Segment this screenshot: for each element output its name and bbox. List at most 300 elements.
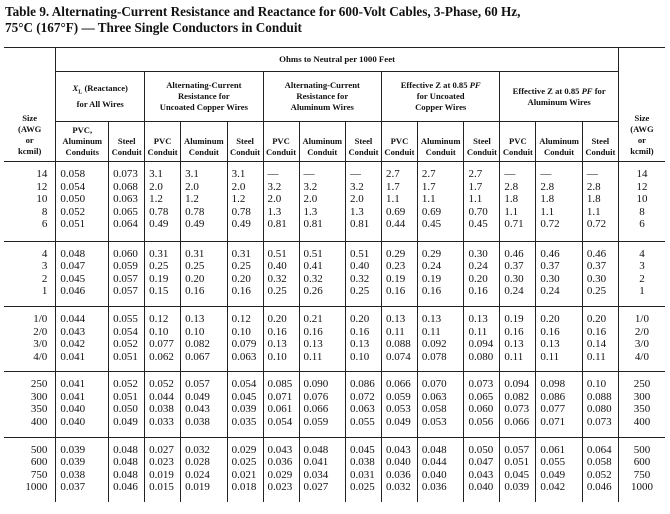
- table-cell-value: 3/0: [33, 338, 48, 351]
- value-column-cell: [299, 241, 346, 306]
- table-cell-value: —: [540, 168, 552, 180]
- table-cell-value: 0.063: [231, 350, 257, 363]
- value-column-cell: [56, 437, 109, 502]
- table-title-line-2: 75°C (167°F) — Three Single Conductors in Conduit: [5, 20, 302, 35]
- value-column-cell: [381, 307, 417, 372]
- table-cell-value: 0.043: [468, 468, 494, 481]
- value-column-cell: [500, 307, 536, 372]
- table-cell-value: 0.033: [149, 415, 174, 428]
- value-column-cell: [227, 437, 263, 502]
- value-column-cell: [417, 162, 464, 242]
- table-cell-value: 0.015: [149, 481, 174, 494]
- table-cell-value: 0.055: [113, 313, 138, 326]
- table-cell-value: 0.053: [385, 403, 411, 416]
- table-cell-value: 0.11: [586, 350, 606, 363]
- table-cell-value: 0.018: [231, 481, 257, 494]
- table-cell-value: 0.098: [540, 378, 566, 391]
- table-cell-value: 350: [30, 403, 48, 416]
- value-column-cell: [299, 437, 346, 502]
- table-cell-value: 0.048: [60, 247, 86, 260]
- table-cell-value: 0.10: [586, 378, 607, 391]
- table-cell-value: 0.019: [149, 468, 174, 481]
- table-cell-value: 0.031: [350, 468, 375, 481]
- table-cell-value: 0.071: [267, 390, 293, 403]
- z-copper-group-header: Effective Z at 0.85 PF for Uncoated Copper Wires: [381, 72, 499, 122]
- table-cell-value: 0.038: [149, 403, 174, 416]
- table-cell-value: 0.15: [149, 285, 169, 298]
- size-cell-left: [4, 162, 56, 242]
- ac-aluminum-group-header: Alternating-Current Resistance for Aluminum Wires: [263, 72, 381, 122]
- value-column-cell: [145, 372, 181, 437]
- value-column-cell: [582, 307, 618, 372]
- table-cell-value: 0.042: [540, 481, 566, 494]
- table-cell-value: 0.076: [303, 390, 329, 403]
- table-cell-value: 2.0: [149, 180, 163, 193]
- table-cell-value: 8: [41, 205, 48, 218]
- table-cell-value: 0.032: [385, 481, 411, 494]
- size-cell-left: [4, 307, 56, 372]
- table-cell-value: 2.0: [231, 180, 246, 193]
- table-cell-value: 0.092: [421, 338, 447, 351]
- table-cell-value: 1/0: [33, 313, 48, 326]
- table-cell-value: 10: [36, 193, 48, 205]
- table-cell-value: 0.31: [231, 247, 251, 260]
- table-cell-value: 0.050: [60, 193, 86, 205]
- table-body: [4, 162, 665, 503]
- table-cell-value: 0.30: [540, 272, 560, 285]
- table-cell-value: 0.32: [267, 272, 287, 285]
- table-cell-value: 0.055: [540, 456, 566, 469]
- table-cell-value: 0.13: [350, 338, 370, 351]
- value-column-cell: [536, 437, 583, 502]
- resistance-reactance-table: [4, 47, 665, 502]
- value-column-cell: [346, 241, 382, 306]
- table-cell-value: 3: [41, 260, 48, 273]
- table-cell-value: 0.067: [185, 350, 210, 363]
- table-cell-value: 0.052: [113, 338, 138, 351]
- table-cell-value: 0.053: [421, 415, 447, 428]
- table-cell-value: 1.1: [468, 193, 483, 205]
- value-column-cell: [536, 241, 583, 306]
- table-cell-value: 0.021: [231, 468, 257, 481]
- table-cell-value: 1.1: [586, 205, 601, 218]
- table-cell-value: 1.7: [468, 180, 483, 193]
- col-header-pvc: PVC Conduit: [500, 122, 536, 162]
- table-cell-value: 0.20: [231, 272, 251, 285]
- table-cell-value: 0.047: [468, 456, 494, 469]
- value-column-cell: [227, 372, 263, 437]
- table-cell-value: 0.16: [350, 325, 370, 338]
- table-cell-value: 500: [30, 443, 48, 456]
- col-header-steel: Steel Conduit: [227, 122, 263, 162]
- value-column-cell: [536, 372, 583, 437]
- table-cell-value: 0.37: [540, 260, 560, 273]
- table-cell-value: 0.052: [113, 378, 138, 391]
- value-column-cell: [417, 437, 464, 502]
- table-cell-value: 6: [41, 218, 48, 230]
- ac-copper-group-header: Alternating-Current Resistance for Uncoated Copper Wires: [145, 72, 263, 122]
- table-cell-value: 0.20: [185, 272, 205, 285]
- table-cell-value: 0.81: [267, 218, 287, 230]
- size-cell-right: [618, 241, 665, 306]
- table-cell-value: 300: [633, 390, 651, 403]
- table-cell-value: 1.8: [586, 193, 601, 205]
- table-cell-value: 0.050: [113, 403, 138, 416]
- table-cell-value: 0.31: [185, 247, 205, 260]
- value-column-cell: [464, 372, 500, 437]
- table-cell-value: 0.025: [350, 481, 375, 494]
- table-cell-value: 0.040: [421, 468, 447, 481]
- table-cell-value: 0.065: [468, 390, 494, 403]
- table-cell-value: 0.20: [468, 272, 488, 285]
- table-cell-value: 0.041: [60, 350, 86, 363]
- value-column-cell: [56, 162, 109, 242]
- table-cell-value: 0.052: [60, 205, 86, 218]
- value-column-cell: [145, 437, 181, 502]
- table-cell-value: 2: [639, 272, 645, 285]
- table-cell-value: 4: [639, 247, 645, 260]
- value-column-cell: [181, 437, 228, 502]
- table-cell-value: 0.077: [149, 338, 174, 351]
- value-column-cell: [145, 241, 181, 306]
- table-cell-value: 0.16: [421, 285, 442, 298]
- value-column-cell: [582, 437, 618, 502]
- table-cell-value: 0.78: [185, 205, 205, 218]
- table-cell-value: 400: [30, 415, 48, 428]
- col-header-pvc: PVC Conduit: [381, 122, 417, 162]
- table-cell-value: 0.49: [149, 218, 169, 230]
- table-cell-value: 2.7: [421, 168, 436, 180]
- table-cell-value: 1/0: [634, 313, 649, 326]
- table-cell-value: 0.023: [267, 481, 293, 494]
- table-cell-value: 0.082: [504, 390, 530, 403]
- table-cell-value: 1.1: [540, 205, 555, 218]
- table-cell-value: 0.060: [113, 247, 138, 260]
- table-cell-value: 0.039: [504, 481, 530, 494]
- table-cell-value: 0.057: [113, 285, 138, 298]
- table-cell-value: 0.12: [149, 313, 169, 326]
- z-aluminum-group-header: Effective Z at 0.85 PF for Aluminum Wires: [500, 72, 619, 122]
- table-cell-value: 0.16: [385, 285, 406, 298]
- table-cell-value: 1.3: [350, 205, 364, 218]
- value-column-cell: [346, 307, 382, 372]
- size-cell-right: [618, 162, 665, 242]
- value-column-cell: [227, 307, 263, 372]
- table-cell-value: 0.10: [231, 325, 251, 338]
- table-cell-value: 0.19: [149, 272, 169, 285]
- table-cell-value: 0.074: [385, 350, 411, 363]
- table-cell-value: 0.44: [385, 218, 406, 230]
- table-cell-value: 0.054: [231, 378, 257, 391]
- size-cell-left: [4, 372, 56, 437]
- table-cell-value: 3.2: [303, 180, 318, 193]
- table-cell-value: 0.32: [350, 272, 370, 285]
- table-cell-value: 0.051: [504, 456, 530, 469]
- value-column-cell: [109, 437, 145, 502]
- table-cell-value: 0.45: [468, 218, 488, 230]
- value-column-cell: [346, 162, 382, 242]
- table-cell-value: 0.46: [504, 247, 524, 260]
- table-cell-value: 0.20: [586, 313, 607, 326]
- table-cell-value: 0.51: [267, 247, 287, 260]
- table-cell-value: 0.058: [421, 403, 447, 416]
- table-cell-value: 0.059: [385, 390, 411, 403]
- table-cell-value: 0.16: [231, 285, 251, 298]
- table-cell-value: 0.21: [303, 313, 323, 326]
- table-cell-value: 0.10: [185, 325, 205, 338]
- table-cell-value: 2/0: [634, 325, 649, 338]
- table-cell-value: 10: [636, 193, 648, 205]
- table-cell-value: 0.10: [350, 350, 370, 363]
- table-cell-value: 0.079: [231, 338, 257, 351]
- table-cell-value: 0.039: [60, 443, 86, 456]
- value-column-cell: [263, 372, 299, 437]
- value-column-cell: [109, 307, 145, 372]
- table-cell-value: 1.3: [267, 205, 282, 218]
- table-cell-value: 0.052: [586, 468, 612, 481]
- table-cell-value: 0.094: [504, 378, 530, 391]
- table-cell-value: 1.8: [504, 193, 519, 205]
- table-cell-value: 0.034: [303, 468, 329, 481]
- table-cell-value: 0.043: [385, 443, 411, 456]
- table-cell-value: 1.2: [185, 193, 199, 205]
- value-column-cell: [109, 372, 145, 437]
- table-cell-value: 0.16: [540, 325, 560, 338]
- table-cell-value: 14: [36, 168, 48, 180]
- table-cell-value: 0.082: [185, 338, 210, 351]
- table-cell-value: 0.049: [540, 468, 566, 481]
- value-column-cell: [500, 162, 536, 242]
- table-cell-value: 0.050: [468, 443, 494, 456]
- table-cell-value: 1.2: [231, 193, 246, 205]
- value-column-cell: [227, 241, 263, 306]
- table-cell-value: 0.16: [468, 285, 488, 298]
- table-cell-value: 0.080: [468, 350, 494, 363]
- table-cell-value: 0.13: [385, 313, 406, 326]
- table-cell-value: 3.2: [267, 180, 282, 193]
- table-cell-value: —: [586, 168, 598, 180]
- value-column-cell: [181, 372, 228, 437]
- table-cell-value: 12: [636, 180, 648, 193]
- table-cell-value: 0.13: [185, 313, 205, 326]
- table-cell-value: 0.038: [350, 456, 375, 469]
- table-cell-value: 0.048: [113, 443, 138, 456]
- table-cell-value: 0.37: [504, 260, 524, 273]
- table-cell-value: 250: [633, 378, 651, 391]
- value-column-cell: [181, 241, 228, 306]
- table-cell-value: 0.25: [231, 260, 251, 273]
- table-cell-value: 0.24: [504, 285, 524, 298]
- table-cell-value: 0.037: [60, 481, 86, 494]
- table-cell-value: 0.13: [504, 338, 524, 351]
- table-cell-value: 0.51: [350, 247, 370, 260]
- table-cell-value: 0.41: [303, 260, 323, 273]
- size-cell-left: [4, 437, 56, 502]
- table-cell-value: 0.40: [350, 260, 370, 273]
- table-cell-value: 0.051: [113, 350, 138, 363]
- table-cell-value: 3.2: [350, 180, 364, 193]
- table-cell-value: 0.048: [303, 443, 329, 456]
- table-cell-value: 0.29: [421, 247, 442, 260]
- table-cell-value: 0.043: [60, 325, 86, 338]
- table-cell-value: 0.057: [113, 272, 138, 285]
- table-cell-value: 0.056: [468, 415, 494, 428]
- table-cell-value: 300: [30, 390, 48, 403]
- value-column-cell: [56, 307, 109, 372]
- table-cell-value: 0.047: [60, 260, 86, 273]
- table-cell-value: 0.027: [303, 481, 329, 494]
- table-cell-value: 0.039: [231, 403, 257, 416]
- table-cell-value: 2.8: [540, 180, 555, 193]
- table-cell-value: 0.45: [421, 218, 442, 230]
- table-cell-value: 0.25: [149, 260, 169, 273]
- table-cell-value: 0.11: [385, 325, 405, 338]
- table-cell-value: 0.25: [586, 285, 607, 298]
- size-header-right: Size (AWG or kcmil): [618, 48, 665, 162]
- value-column-cell: [536, 307, 583, 372]
- table-cell-value: 0.045: [60, 272, 86, 285]
- value-column-cell: [464, 307, 500, 372]
- table-cell-value: 0.073: [504, 403, 530, 416]
- table-cell-value: 0.13: [303, 338, 323, 351]
- table-cell-value: 0.10: [149, 325, 169, 338]
- table-cell-value: 0.071: [540, 415, 566, 428]
- table-cell-value: 0.14: [586, 338, 607, 351]
- table-cell-value: 2.0: [350, 193, 364, 205]
- table-cell-value: 1000: [630, 481, 653, 494]
- table-cell-value: 0.044: [149, 390, 174, 403]
- table-cell-value: 0.049: [385, 415, 411, 428]
- table-cell-value: 0.066: [504, 415, 530, 428]
- table-cell-value: 0.066: [385, 378, 411, 391]
- table-cell-value: 0.29: [385, 247, 406, 260]
- table-cell-value: 0.81: [350, 218, 370, 230]
- table-cell-value: 0.049: [113, 415, 138, 428]
- table-cell-value: 0.041: [303, 456, 329, 469]
- table-cell-value: 2.0: [267, 193, 282, 205]
- table-cell-value: 0.038: [185, 415, 210, 428]
- table-cell-value: 0.11: [303, 350, 323, 363]
- table-cell-value: 0.086: [540, 390, 566, 403]
- table-cell-value: —: [267, 168, 279, 180]
- reactance-group-header: $X_L$ (Reactance) for All Wires: [56, 72, 145, 122]
- table-cell-value: 0.13: [468, 313, 488, 326]
- table-cell-value: 0.052: [149, 378, 174, 391]
- col-header-steel: Steel Conduit: [346, 122, 382, 162]
- table-cell-value: 0.048: [113, 468, 138, 481]
- value-column-cell: [346, 437, 382, 502]
- table-cell-value: 0.035: [231, 415, 257, 428]
- table-cell-value: 0.073: [113, 168, 138, 180]
- table-row-group: [4, 437, 665, 502]
- value-column-cell: [381, 372, 417, 437]
- table-cell-value: 0.81: [303, 218, 323, 230]
- table-cell-value: 0.24: [540, 285, 560, 298]
- table-cell-value: 600: [30, 456, 48, 469]
- table-cell-value: 0.039: [60, 456, 86, 469]
- table-cell-value: 0.065: [113, 205, 138, 218]
- table-cell-value: 0.78: [231, 205, 251, 218]
- table-cell-value: 0.041: [60, 390, 86, 403]
- table-cell-value: 0.70: [468, 205, 488, 218]
- value-column-cell: [263, 437, 299, 502]
- table-cell-value: 0.054: [267, 415, 293, 428]
- table-cell-value: 0.20: [540, 313, 560, 326]
- table-cell-value: 0.061: [267, 403, 293, 416]
- table-cell-value: 0.094: [468, 338, 494, 351]
- col-header-steel: Steel Conduit: [109, 122, 145, 162]
- table-cell-value: 2.7: [468, 168, 483, 180]
- table-cell-value: 0.045: [504, 468, 530, 481]
- table-cell-value: 0.13: [421, 313, 442, 326]
- value-column-cell: [582, 241, 618, 306]
- size-header-left: Size (AWG or kcmil): [4, 48, 56, 162]
- table-cell-value: 3.1: [185, 168, 199, 180]
- table-cell-value: 3.1: [231, 168, 246, 180]
- value-column-cell: [145, 307, 181, 372]
- table-cell-value: 0.059: [303, 415, 329, 428]
- table-cell-value: 0.72: [586, 218, 607, 230]
- table-cell-value: 0.077: [540, 403, 566, 416]
- table-cell-value: 0.69: [421, 205, 442, 218]
- table-cell-value: 750: [633, 468, 651, 481]
- table-cell-value: 0.49: [185, 218, 205, 230]
- table-cell-value: 0.25: [267, 285, 287, 298]
- table-cell-value: 2.8: [586, 180, 601, 193]
- table-cell-value: —: [350, 168, 362, 180]
- table-title-line-1: Table 9. Alternating-Current Resistance and Reactance for 600-Volt Cables, 3-Phase, 60 Hz,: [5, 4, 521, 19]
- table-cell-value: 0.060: [468, 403, 494, 416]
- table-cell-value: 0.040: [60, 403, 86, 416]
- table-cell-value: 0.064: [586, 443, 612, 456]
- table-cell-value: 0.16: [303, 325, 323, 338]
- table-cell-value: 600: [633, 456, 651, 469]
- table-cell-value: 0.063: [113, 193, 138, 205]
- table-cell-value: 1: [639, 285, 645, 298]
- table-cell-value: 0.078: [421, 350, 447, 363]
- value-column-cell: [536, 162, 583, 242]
- value-column-cell: [582, 162, 618, 242]
- value-column-cell: [464, 162, 500, 242]
- table-cell-value: 0.49: [231, 218, 251, 230]
- value-column-cell: [582, 372, 618, 437]
- value-column-cell: [500, 241, 536, 306]
- table-cell-value: 2.0: [303, 193, 318, 205]
- table-cell-value: 0.11: [468, 325, 488, 338]
- value-column-cell: [346, 372, 382, 437]
- table-row-group: [4, 162, 665, 242]
- table-cell-value: 0.090: [303, 378, 329, 391]
- col-header-aluminum: Aluminum Conduit: [536, 122, 583, 162]
- col-header-steel: Steel Conduit: [464, 122, 500, 162]
- table-cell-value: 8: [639, 205, 645, 218]
- table-cell-value: 0.070: [421, 378, 447, 391]
- table-cell-value: —: [504, 168, 516, 180]
- table-cell-value: 0.30: [468, 247, 488, 260]
- col-header-aluminum: Aluminum Conduit: [417, 122, 464, 162]
- table-cell-value: 0.16: [267, 325, 287, 338]
- table-cell-value: 0.055: [350, 415, 375, 428]
- table-cell-value: 0.064: [113, 218, 138, 230]
- table-cell-value: 0.16: [504, 325, 524, 338]
- ohms-header: Ohms to Neutral per 1000 Feet: [56, 48, 619, 72]
- table-cell-value: 0.049: [185, 390, 210, 403]
- table-cell-value: 0.37: [586, 260, 607, 273]
- table-cell-value: 750: [30, 468, 48, 481]
- table-cell-value: 0.20: [267, 313, 287, 326]
- table-cell-value: 0.043: [267, 443, 293, 456]
- table-cell-value: 0.073: [468, 378, 494, 391]
